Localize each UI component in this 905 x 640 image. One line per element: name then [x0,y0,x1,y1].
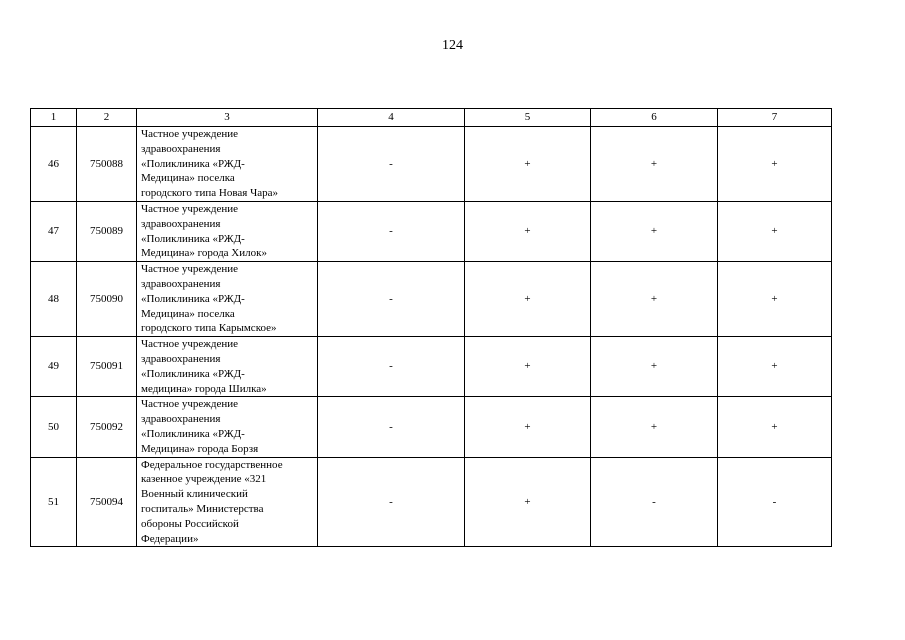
organization-name-cell: Частное учреждение здравоохранения «Поликлиника «РЖД- Медицина» города Хилок» [137,201,318,261]
column-header: 2 [77,109,137,127]
column-4-cell: - [318,262,465,337]
row-number-cell: 49 [31,337,77,397]
table-row [31,457,832,547]
row-number-cell: 50 [31,397,77,457]
column-6-cell: + [591,337,718,397]
column-5-cell: + [465,337,591,397]
registry-code-cell: 750089 [77,201,137,261]
column-4-cell: - [318,457,465,547]
column-6-cell: + [591,262,718,337]
column-4-cell: - [318,337,465,397]
row-number-cell: 46 [31,127,77,202]
column-7-cell: + [718,262,832,337]
column-6-cell: + [591,397,718,457]
column-header: 4 [318,109,465,127]
organization-name-cell: Частное учреждение здравоохранения «Поликлиника «РЖД- Медицина» города Борзя [137,397,318,457]
organization-name-cell: Частное учреждение здравоохранения «Поликлиника «РЖД- медицина» города Шилка» [137,337,318,397]
organization-name-cell: Частное учреждение здравоохранения «Поликлиника «РЖД- Медицина» поселка городского типа Новая Чара» [137,127,318,202]
registry-code-cell: 750088 [77,127,137,202]
column-5-cell: + [465,127,591,202]
registry-code-cell: 750090 [77,262,137,337]
column-header: 5 [465,109,591,127]
column-4-cell: - [318,201,465,261]
page-number: 124 [442,38,463,53]
column-7-cell: - [718,457,832,547]
row-number-cell: 51 [31,457,77,547]
column-5-cell: + [465,262,591,337]
column-header: 6 [591,109,718,127]
column-7-cell: + [718,127,832,202]
organization-name-cell: Федеральное государственное казенное учреждение «321 Военный клинический госпиталь» Министерства обороны Российской Федерации» [137,457,318,547]
organization-name-cell: Частное учреждение здравоохранения «Поликлиника «РЖД- Медицина» поселка городского типа Карымское» [137,262,318,337]
table-row [31,337,832,397]
column-7-cell: + [718,397,832,457]
registry-code-cell: 750091 [77,337,137,397]
column-7-cell: + [718,201,832,261]
column-header: 3 [137,109,318,127]
column-7-cell: + [718,337,832,397]
table-row [31,397,832,457]
registry-code-cell: 750092 [77,397,137,457]
column-5-cell: + [465,201,591,261]
column-6-cell: + [591,201,718,261]
column-4-cell: - [318,127,465,202]
registry-code-cell: 750094 [77,457,137,547]
column-5-cell: + [465,457,591,547]
medical-organizations-table [30,108,832,547]
column-6-cell: + [591,127,718,202]
column-header: 1 [31,109,77,127]
table-row [31,127,832,202]
row-number-cell: 47 [31,201,77,261]
row-number-cell: 48 [31,262,77,337]
table-row [31,201,832,261]
column-header: 7 [718,109,832,127]
column-5-cell: + [465,397,591,457]
column-6-cell: - [591,457,718,547]
column-number-row [31,109,832,127]
table-row [31,262,832,337]
column-4-cell: - [318,397,465,457]
